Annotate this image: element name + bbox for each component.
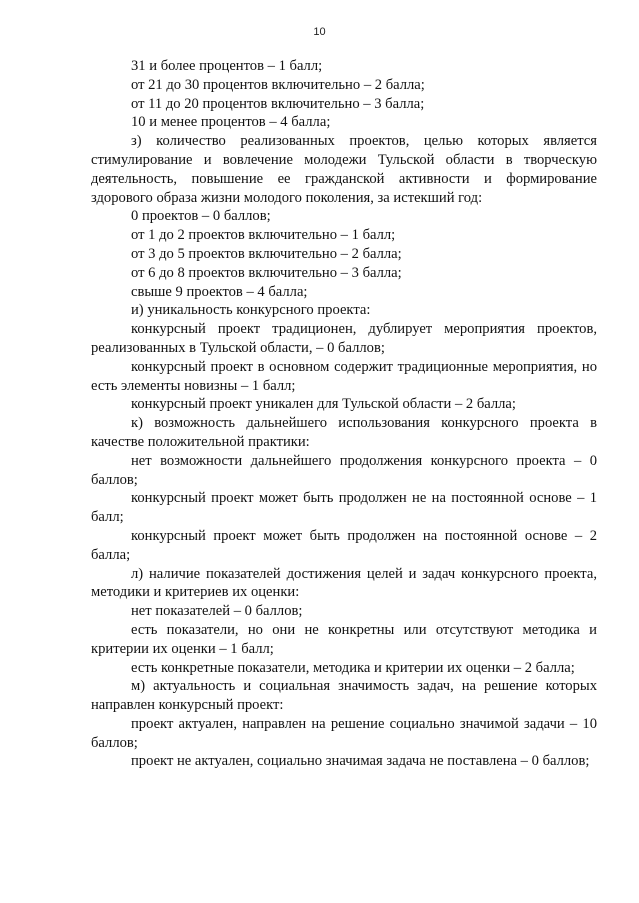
- page-number: 10: [313, 26, 326, 38]
- paragraph: нет показателей – 0 баллов;: [131, 603, 303, 620]
- paragraph: конкурсный проект может быть продолжен на постоянной основе – 2 балла;: [91, 527, 597, 563]
- paragraph: от 1 до 2 проектов включительно – 1 балл;: [131, 227, 396, 244]
- paragraph: проект не актуален, социально значимая задача не поставлена – 0 баллов;: [131, 753, 590, 770]
- paragraph: 10 и менее процентов – 4 балла;: [131, 114, 331, 131]
- paragraph: конкурсный проект уникален для Тульской области – 2 балла;: [131, 396, 516, 413]
- paragraph: м) актуальность и социальная значимость задач, на решение которых направлен конкурсный проект:: [91, 678, 597, 714]
- document-body: [91, 57, 597, 771]
- paragraph: от 6 до 8 проектов включительно – 3 балла;: [131, 264, 402, 281]
- paragraph: 31 и более процентов – 1 балл;: [131, 58, 323, 74]
- paragraph: конкурсный проект может быть продолжен не на постоянной основе – 1 балл;: [91, 490, 597, 526]
- paragraph: от 11 до 20 процентов включительно – 3 балла;: [131, 95, 425, 112]
- paragraph: конкурсный проект традиционен, дублирует мероприятия проектов, реализованных в Тульской области, – 0 баллов;: [91, 321, 597, 356]
- paragraph: есть конкретные показатели, методика и критерии их оценки – 2 балла;: [131, 659, 575, 676]
- paragraph: есть показатели, но они не конкретны или отсутствуют методика и критерии их оценки – 1 балл;: [91, 621, 597, 657]
- paragraph: л) наличие показателей достижения целей и задач конкурсного проекта, методики и критериев их оценки:: [91, 565, 597, 601]
- paragraph: к) возможность дальнейшего использования конкурсного проекта в качестве положительной практики:: [91, 415, 597, 450]
- paragraph: конкурсный проект в основном содержит традиционные мероприятия, но есть элементы новизны – 1 балл;: [91, 358, 597, 394]
- paragraph: и) уникальность конкурсного проекта:: [131, 302, 371, 319]
- paragraph: 0 проектов – 0 баллов;: [131, 208, 271, 225]
- paragraph: проект актуален, направлен на решение социально значимой задачи – 10 баллов;: [91, 715, 597, 751]
- paragraph: от 21 до 30 процентов включительно – 2 балла;: [131, 76, 425, 93]
- paragraph: нет возможности дальнейшего продолжения конкурсного проекта – 0 баллов;: [91, 452, 597, 488]
- paragraph: свыше 9 проектов – 4 балла;: [131, 283, 308, 300]
- paragraph: от 3 до 5 проектов включительно – 2 балла;: [131, 245, 402, 262]
- paragraph: з) количество реализованных проектов, целью которых является стимулирование и вовлечение молодежи Тульской области в творческую деятельность, повышение ее гражданской активности и формирование здорового образа жизни молодого поколения, за истекший год:: [91, 133, 597, 206]
